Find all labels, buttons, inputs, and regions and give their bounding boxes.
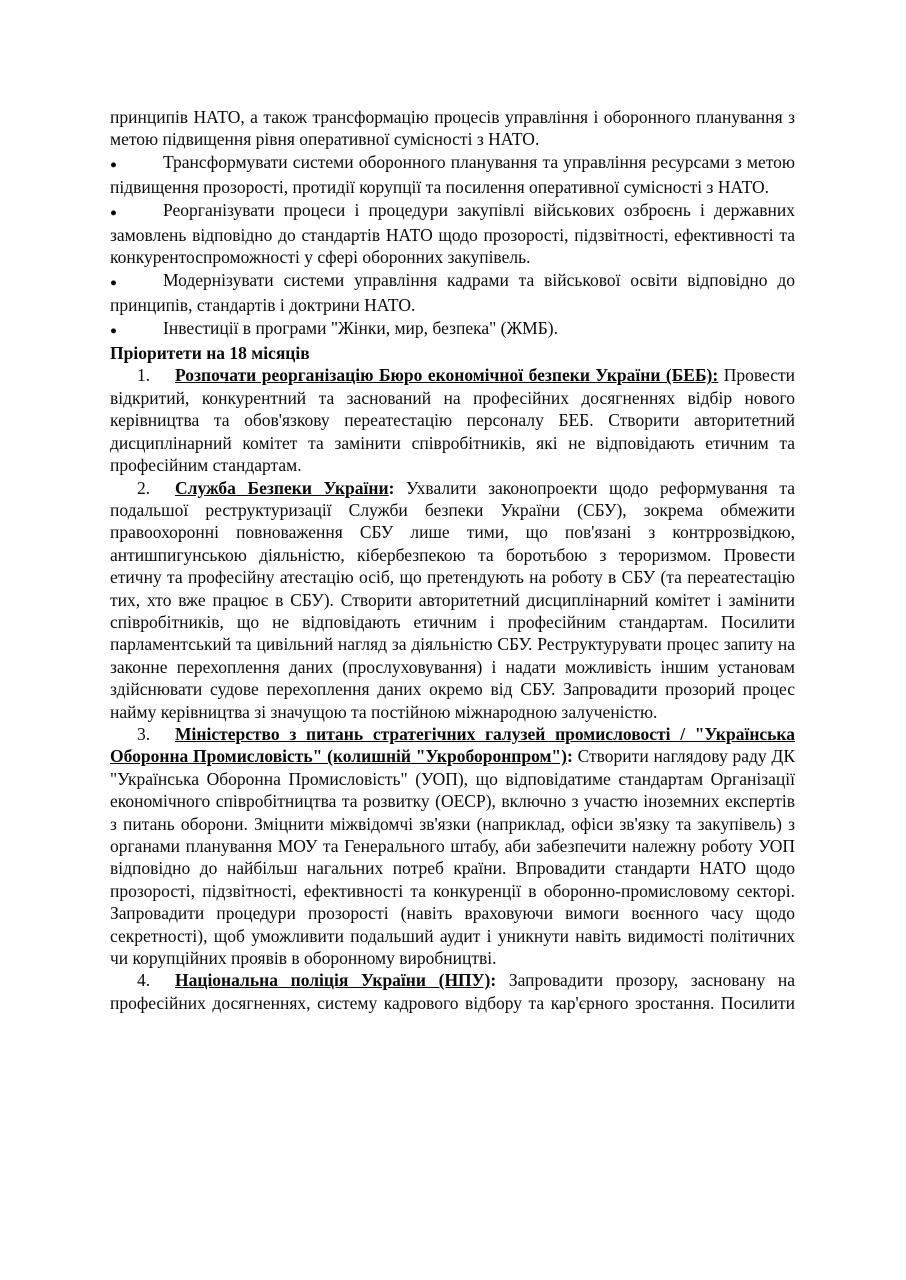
bullet-item-4-text: Інвестиції в програми "Жінки, мир, безпека" (ЖМБ). bbox=[163, 317, 558, 338]
priority-item-3 bbox=[110, 723, 795, 969]
bullet-item-4 bbox=[110, 317, 795, 342]
item-number: 2. bbox=[137, 477, 151, 498]
item-title: Служба Безпеки України bbox=[175, 477, 389, 498]
bullet-item-3-text: Модернізувати системи управління кадрами та військової освіти відповідно до принципів, стандартів і доктрини НАТО. bbox=[110, 269, 795, 316]
bullet-item-2 bbox=[110, 199, 795, 269]
item-colon: : bbox=[490, 970, 497, 991]
item-colon: : bbox=[566, 746, 573, 767]
bullet-list bbox=[110, 151, 795, 342]
item-colon: : bbox=[712, 365, 719, 386]
priority-item-2 bbox=[110, 477, 795, 723]
bullet-icon: ● bbox=[110, 158, 117, 171]
bullet-icon: ● bbox=[110, 206, 117, 219]
item-body: Провести відкритий, конкурентний та заснований на професійних досягненнях відбір нового керівництва та обов'язкову переатестацію персоналу БЕБ. Створити авторитетний дисциплінарний комітет та замінити співробітників, які не відповідають етичним та професійним стандартам. bbox=[110, 365, 796, 476]
item-number: 1. bbox=[137, 365, 151, 386]
section-heading: Пріоритети на 18 місяців bbox=[110, 343, 310, 364]
bullet-item-3 bbox=[110, 269, 795, 317]
item-number: 4. bbox=[137, 970, 151, 991]
item-title: Розпочати реорганізацію Бюро економічної безпеки України (БЕБ) bbox=[175, 365, 713, 386]
item-colon: : bbox=[388, 477, 395, 498]
bullet-icon: ● bbox=[110, 324, 117, 337]
item-body: Запровадити прозору, засновану на професійних досягненнях, систему кадрового відбору та кар'єрного зростання. Посилити bbox=[110, 970, 795, 1013]
bullet-item-2-text: Реорганізувати процеси і процедури закупівлі військових озброєнь і державних замовлень відповідно до стандартів НАТО щодо прозорості, підзвітності, ефективності та конкурентоспроможності у сфері оборонних закупівель. bbox=[110, 199, 795, 268]
item-body: Створити наглядову раду ДК "Українська Оборонна Промисловість" (УОП), що відповідатиме стандартам Організації економічного співробітництва та розвитку (ОЕСР), включно з участю іноземних експертів з питань оборони. Зміцнити міжвідомчі зв'язки (наприклад, офіси зв'язку та закупівель) з органами планування МОУ та Генерального штабу, аби забезпечити належну роботу УОП відповідно до найбільш нагальних потреб країни. Впровадити стандарти НАТО щодо прозорості, підзвітності, ефективності та конкуренції в оборонно-промисловому секторі. Запровадити процедури прозорості (навіть враховуючи вимоги воєнного часу щодо секретності), щоб уможливити подальший аудит і уникнути навіть видимості політичних чи корупційних проявів в оборонному виробництві. bbox=[110, 746, 796, 969]
bullet-item-1-text: Трансформувати системи оборонного планування та управління ресурсами з метою підвищення прозорості, протидії корупції та посилення оперативної сумісності з НАТО. bbox=[110, 151, 795, 198]
item-number: 3. bbox=[137, 723, 151, 744]
priority-item-1 bbox=[110, 364, 795, 476]
priority-item-4 bbox=[110, 969, 795, 1014]
bullet-item-1 bbox=[110, 151, 795, 199]
item-title: Національна поліція України (НПУ) bbox=[175, 970, 491, 991]
intro-continuation-text: принципів НАТО, а також трансформацію процесів управління і оборонного планування з метою підвищення рівня оперативної сумісності з НАТО. bbox=[110, 107, 795, 150]
intro-continuation-paragraph bbox=[110, 106, 795, 151]
item-body: Ухвалити законопроекти щодо реформування та подальшої реструктуризації Служби безпеки України (СБУ), зокрема обмежити правоохоронні повноваження СБУ лише тими, що пов'язані з контррозвідкою, антишпигунською діяльністю, кібербезпекою та боротьбою з тероризмом. Провести етичну та професійну атестацію осіб, що претендують на роботу в СБУ (та переатестацію тих, хто вже працює в СБУ). Створити авторитетний дисциплінарний комітет і замінити співробітників, що не відповідають етичним і професійним стандартам. Посилити парламентський та цивільний нагляд за діяльністю СБУ. Реструктурувати процес запиту на законне перехоплення даних (прослуховування) і надати можливість іншим установам здійснювати судове перехоплення даних окремо від СБУ. Запровадити прозорий процес найму керівництва зі значущою та постійною міжнародною залученістю. bbox=[110, 477, 795, 722]
bullet-icon: ● bbox=[110, 276, 117, 289]
item-title: Міністерство з питань стратегічних галузей промисловості / "Українська Оборонна Промисловість" (колишній "Укроборонпром") bbox=[110, 723, 795, 767]
document-content bbox=[110, 106, 795, 1014]
